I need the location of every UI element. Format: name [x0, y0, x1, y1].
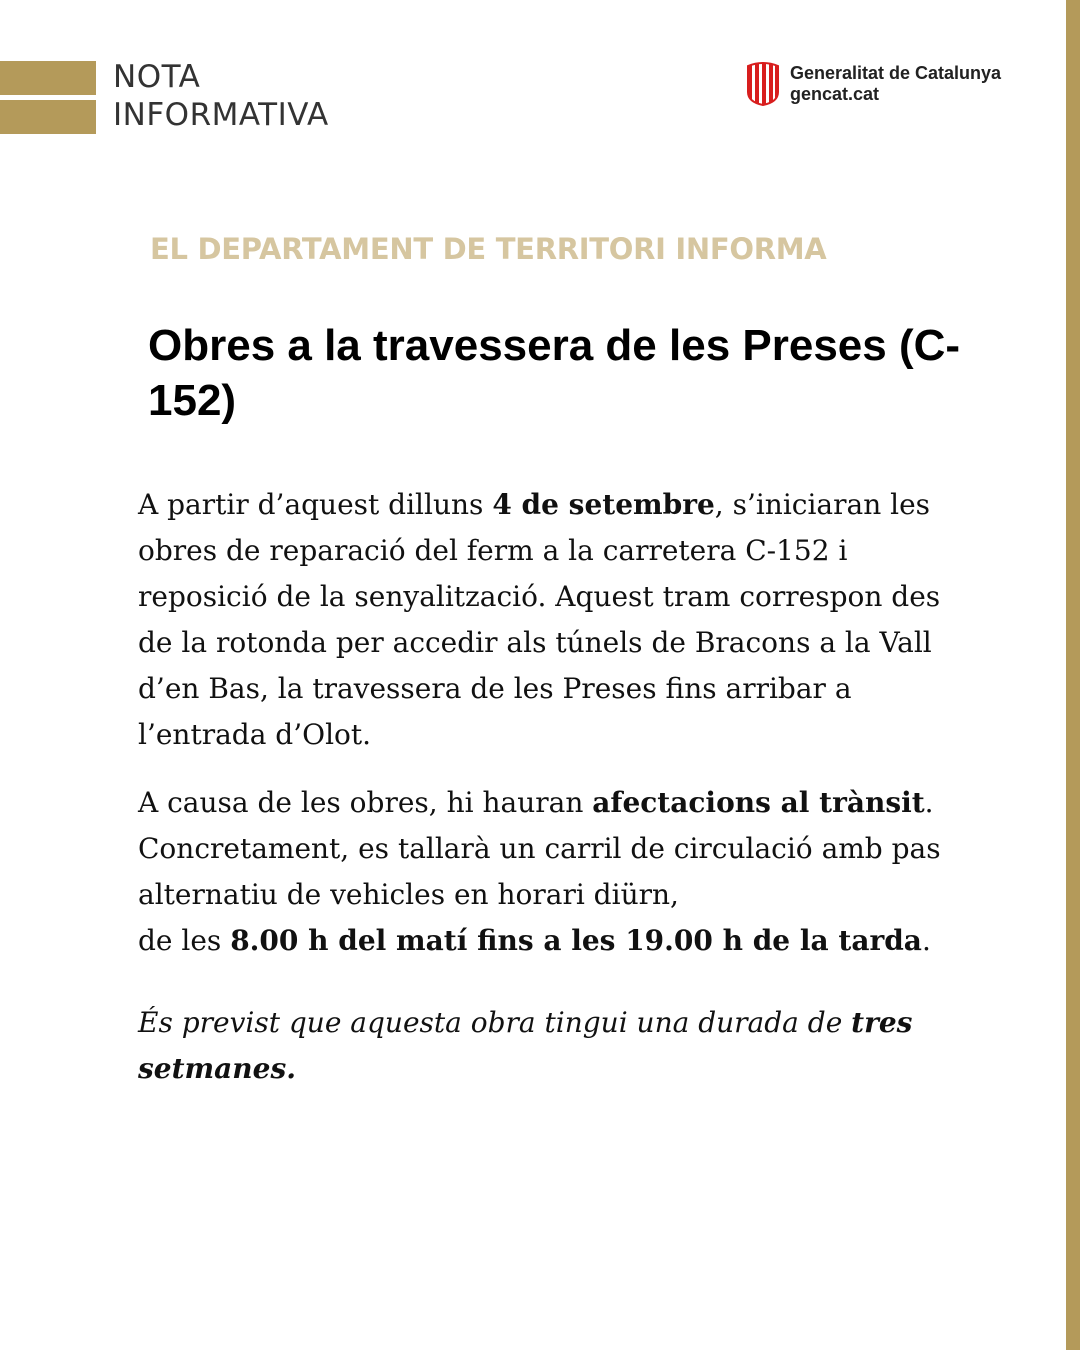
notice-body — [138, 482, 958, 1114]
gencat-logo — [744, 62, 1001, 106]
p2-text-3: de les — [138, 924, 231, 957]
org-site: gencat.cat — [790, 84, 880, 104]
paragraph-duration — [138, 1000, 958, 1092]
p3-duration: tres setmanes. — [138, 1006, 913, 1085]
p2-schedule: 8.00 h del matí fins a les 19.00 h de la tarda — [230, 924, 922, 957]
gold-bar-top — [0, 61, 96, 95]
page-title: Obres a la travessera de les Preses (C-152) — [148, 321, 961, 425]
nota-line2: INFORMATIVA — [113, 97, 329, 133]
p3-text-1: És previst que aquesta obra tingui una durada de — [138, 1006, 852, 1039]
paragraph-traffic — [138, 780, 958, 964]
paragraph-start-date — [138, 482, 958, 758]
p2-traffic-impact: afectacions al trànsit — [592, 786, 925, 819]
p1-text-1: A partir d’aquest dilluns — [138, 488, 493, 521]
p2-text-4: . — [921, 924, 931, 957]
nota-informativa-label — [113, 58, 329, 134]
p2-text-1: A causa de les obres, hi hauran — [138, 786, 593, 819]
p1-text-2: , s’iniciaran les obres de reparació del ferm a la carretera C-152 i reposició de la senyalització. Aquest tram correspon des de la rotonda per accedir als túnels de Bracons a la Vall d’en Bas, la travessera de les Preses fins arribar a l’entrada d’Olot. — [138, 488, 941, 751]
right-gold-stripe — [1066, 0, 1080, 1350]
nota-line1: NOTA — [113, 59, 201, 95]
gold-bar-bottom — [0, 100, 96, 134]
senyera-logo-icon — [744, 62, 782, 106]
org-name: Generalitat de Catalunya — [790, 63, 1002, 83]
p2-text-2: . Concretament, es tallarà un carril de circulació amb pas alternatiu de vehicles en horari diürn, — [138, 786, 941, 911]
p1-date: 4 de setembre — [492, 488, 715, 521]
department-kicker: EL DEPARTAMENT DE TERRITORI INFORMA — [150, 232, 827, 266]
